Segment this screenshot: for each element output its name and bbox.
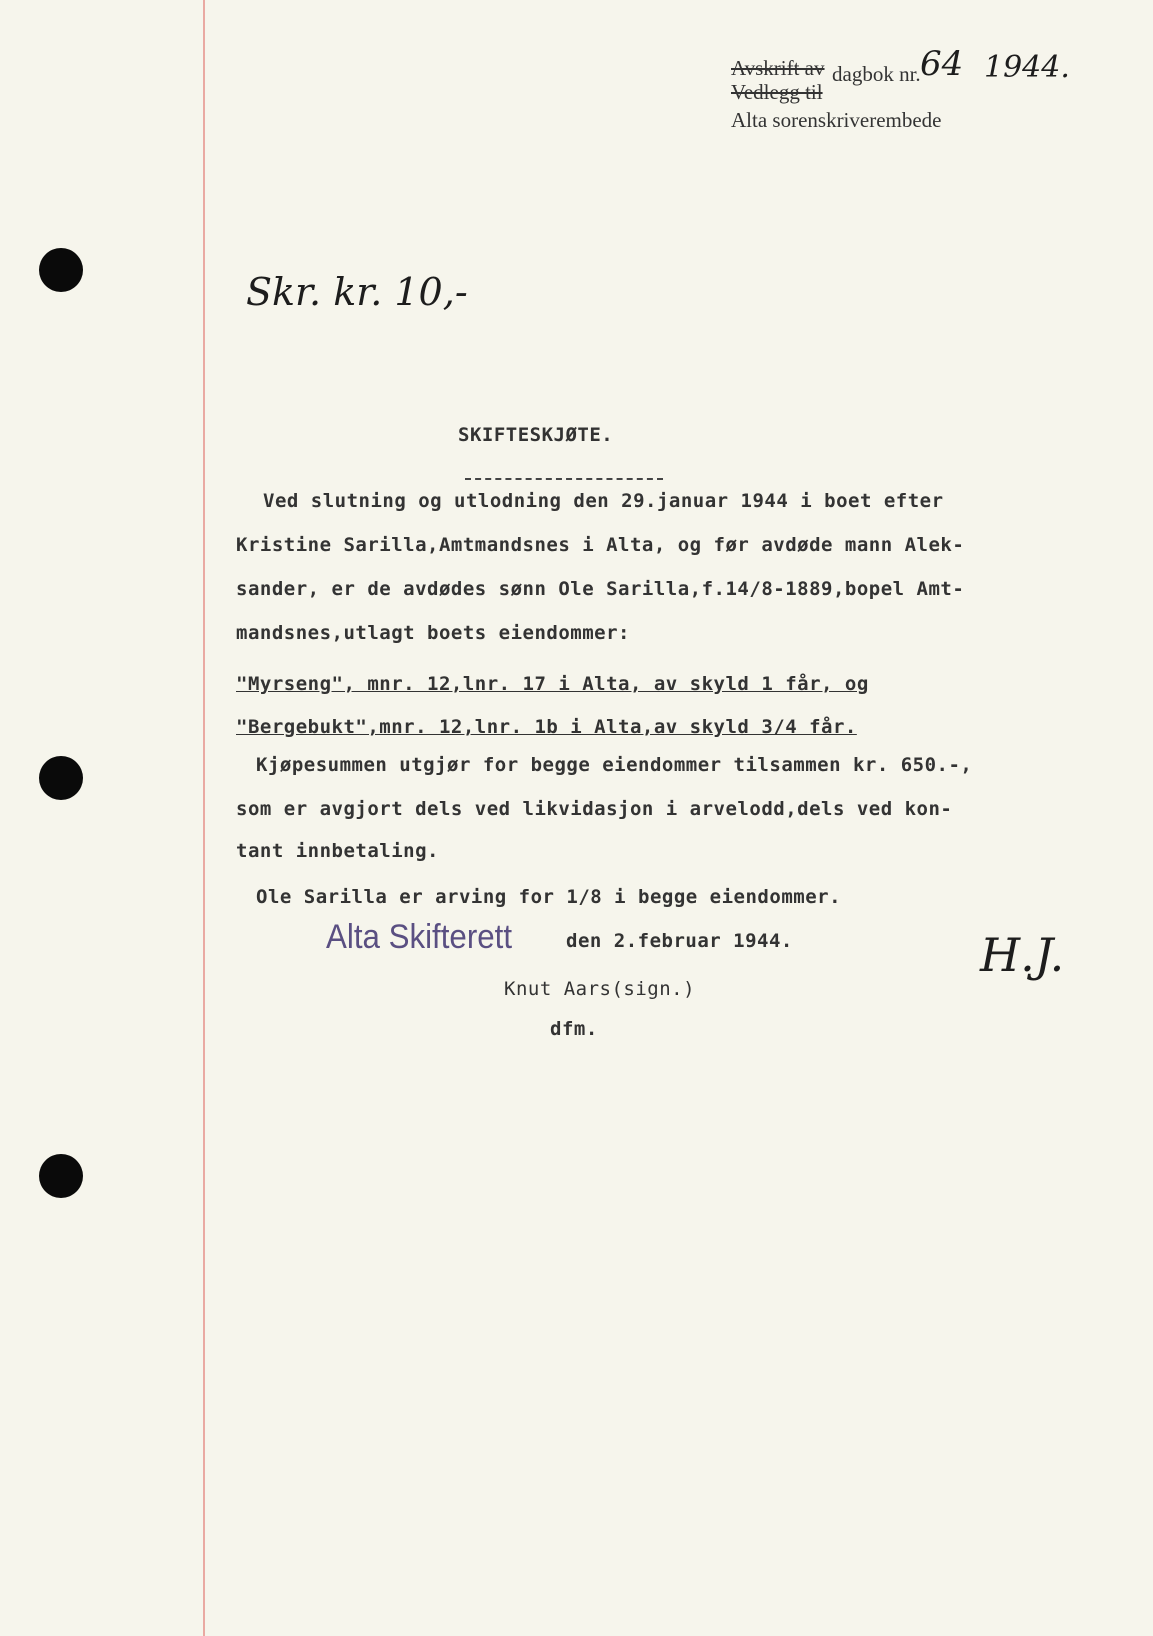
body-line: Ole Sarilla er arving for 1/8 i begge eiendommer.	[256, 886, 842, 908]
punch-hole-icon	[39, 248, 83, 292]
header-dagbok-label: dagbok nr.	[832, 62, 921, 86]
signed-line: Knut Aars(sign.)	[504, 978, 696, 1000]
header-office: Alta sorenskriverembede	[731, 108, 942, 132]
body-line: mandsnes,utlagt boets eiendommer:	[236, 622, 630, 644]
property-line: "Myrseng", mnr. 12,lnr. 17 i Alta, av skyld 1 får, og	[236, 673, 869, 695]
header-dagbok-number: 64	[920, 44, 964, 84]
punch-hole-icon	[39, 756, 83, 800]
body-line: Kristine Sarilla,Amtmandsnes i Alta, og før avdøde mann Alek-	[236, 534, 965, 556]
margin-rule	[203, 0, 205, 1636]
header-year: 1944.	[984, 50, 1070, 85]
body-line: Kjøpesummen utgjør for begge eiendommer tilsammen kr. 650.-,	[256, 754, 973, 776]
initials-signature: H.J.	[980, 928, 1065, 982]
property-line: "Bergebukt",mnr. 12,lnr. 1b i Alta,av skyld 3/4 får.	[236, 716, 857, 738]
fee-note: Skr. kr. 10,-	[246, 270, 468, 314]
title-underline	[465, 478, 663, 480]
body-line: tant innbetaling.	[236, 840, 439, 862]
document-title: SKIFTESKJØTE.	[458, 424, 614, 446]
court-stamp: Alta Skifterett	[326, 918, 513, 956]
body-line: som er avgjort dels ved likvidasjon i arvelodd,dels ved kon-	[236, 798, 953, 820]
body-line: Ved slutning og utlodning den 29.januar 1944 i boet efter	[263, 490, 944, 512]
date-line: den 2.februar 1944.	[566, 930, 793, 952]
header-struck-avskrift: Avskrift av	[731, 56, 825, 80]
abbrev-line: dfm.	[550, 1018, 598, 1040]
header-struck-vedlegg: Vedlegg til	[731, 80, 823, 104]
body-line: sander, er de avdødes sønn Ole Sarilla,f.14/8-1889,bopel Amt-	[236, 578, 965, 600]
punch-hole-icon	[39, 1154, 83, 1198]
